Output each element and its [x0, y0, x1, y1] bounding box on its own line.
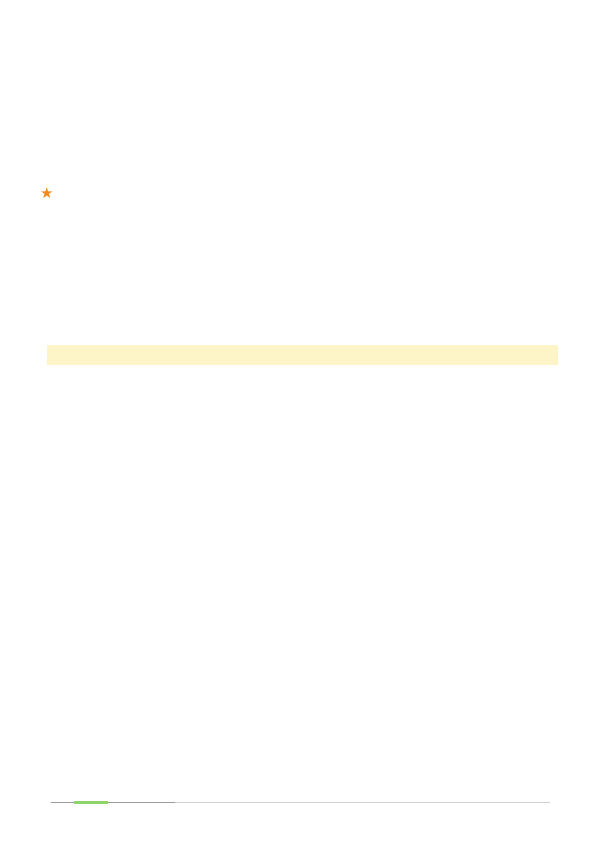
footer-highlight	[74, 801, 108, 804]
section-heading	[47, 345, 558, 365]
mortality-chart	[288, 502, 532, 638]
footer-rule-right	[175, 802, 550, 803]
footer-rule-left	[51, 802, 175, 803]
star-icon: ★	[40, 185, 54, 202]
